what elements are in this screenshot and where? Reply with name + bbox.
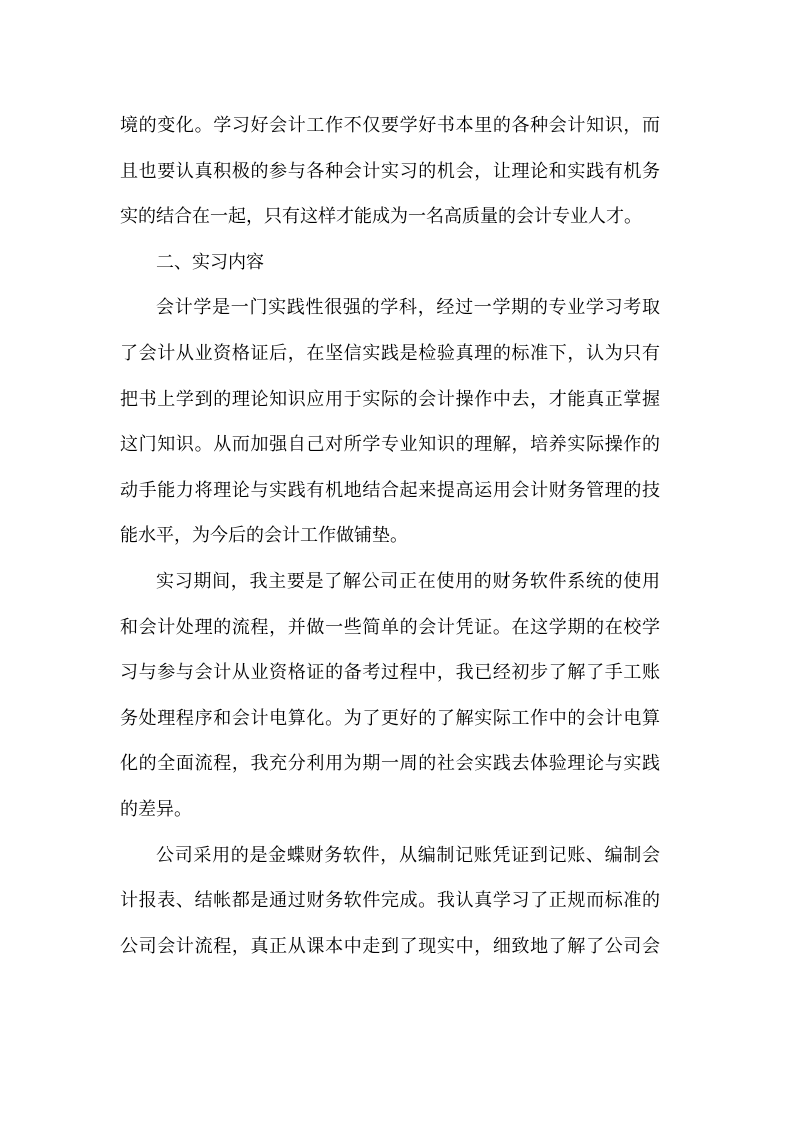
document-page: [120, 103, 660, 969]
text-line: 境的变化。学习好会计工作不仅要学好书本里的各种会计知识，而: [120, 115, 660, 136]
text-line: 了会计从业资格证后，在坚信实践是检验真理的标准下，认为只有: [120, 342, 660, 364]
text-line: 公司采用的是金蝶财务软件，从编制记账凭证到记账、编制会: [156, 844, 660, 866]
text-line: 会计学是一门实践性很强的学科，经过一学期的专业学习考取: [156, 297, 660, 319]
text-line: 且也要认真积极的参与各种会计实习的机会，让理论和实践有机务: [120, 160, 660, 182]
text-line: 公司会计流程，真正从课本中走到了现实中，细致地了解了公司会: [120, 935, 660, 957]
text-line: 能水平，为今后的会计工作做铺垫。: [120, 525, 408, 547]
text-line: 计报表、结帐都是通过财务软件完成。我认真学习了正规而标准的: [120, 890, 660, 912]
text-line: 化的全面流程，我充分利用为期一周的社会实践去体验理论与实践: [120, 753, 660, 775]
text-line: 把书上学到的理论知识应用于实际的会计操作中去，才能真正掌握: [120, 388, 660, 410]
text-line: 的差异。: [120, 798, 192, 820]
text-line: 务处理程序和会计电算化。为了更好的了解实际工作中的会计电算: [120, 707, 660, 729]
text-line: 实的结合在一起，只有这样才能成为一名高质量的会计专业人才。: [120, 206, 642, 228]
text-line: 习与参与会计从业资格证的备考过程中，我已经初步了解了手工账: [120, 662, 660, 684]
text-line: 这门知识。从而加强自己对所学专业知识的理解，培养实际操作的: [120, 434, 660, 456]
text-line: 和会计处理的流程，并做一些简单的会计凭证。在这学期的在校学: [120, 616, 660, 638]
text-line: 实习期间，我主要是了解公司正在使用的财务软件系统的使用: [156, 570, 660, 592]
section-heading: 二、实习内容: [156, 251, 264, 273]
text-line: 动手能力将理论与实践有机地结合起来提高运用会计财务管理的技: [120, 479, 660, 501]
